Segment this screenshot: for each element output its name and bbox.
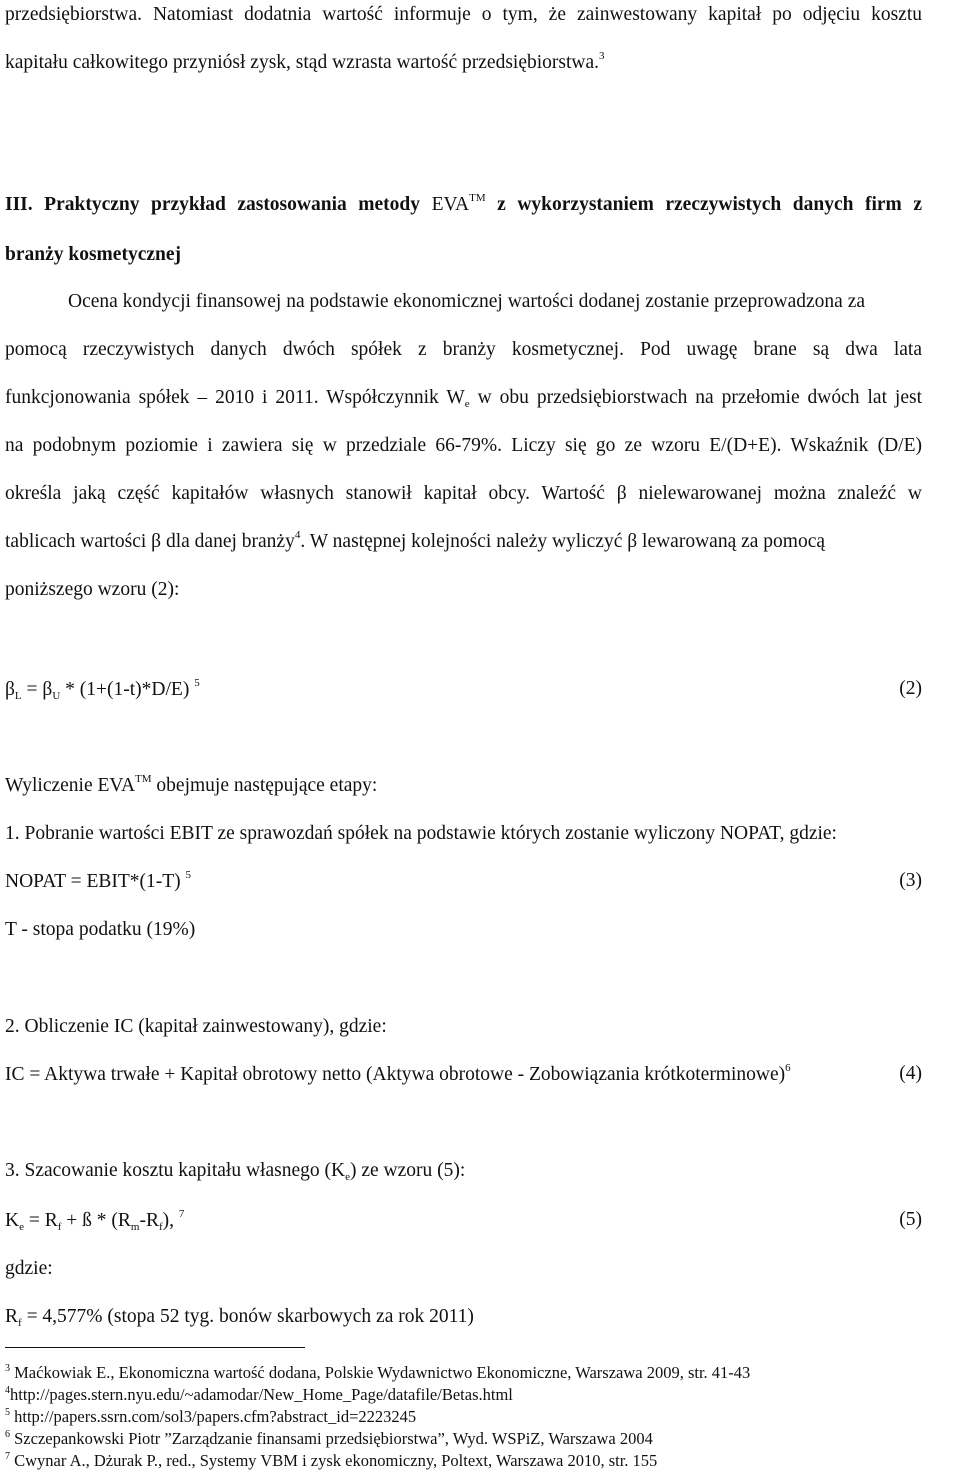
footnote-text: Maćkowiak E., Ekonomiczna wartość dodana, Polskie Wydawnictwo Ekonomiczne, Warszawa 2009, str. 41-43: [10, 1363, 751, 1382]
footnote: [5, 1451, 657, 1471]
footnote-ref: 7: [178, 1208, 185, 1220]
footnote-ref: 5: [194, 677, 200, 689]
paragraph-line: Ocena kondycji finansowej na podstawie ekonomicznej wartości dodanej zostanie przeprowadzona za: [68, 291, 866, 312]
body-text-line: [5, 51, 922, 75]
equation-2: [5, 678, 922, 702]
footnote-text: Szczepankowski Piotr ”Zarządzanie finansami przedsiębiorstwa”, Wyd. WSPiZ, Warszawa 2004: [10, 1429, 653, 1448]
footnote-ref: 3: [599, 50, 605, 62]
footnote-number: 6: [5, 1429, 10, 1440]
footnote: [5, 1429, 653, 1449]
subscript: f: [18, 1317, 22, 1329]
paragraph-line: pomocą rzeczywistych danych dwóch spółek z branży kosmetycznej. Pod uwagę brane są dwa lata: [5, 339, 922, 360]
body-text: kapitału całkowitego przyniósł zysk, stąd wzrasta wartość przedsiębiorstwa.: [5, 52, 600, 73]
footnote-separator: [5, 1347, 305, 1348]
eq-text: IC = Aktywa trwałe + Kapitał obrotowy netto (Aktywa obrotowe - Zobowiązania krótkoterminowe): [5, 1064, 786, 1085]
heading-eva: EVA: [431, 194, 470, 215]
eq-text: K: [5, 1210, 20, 1231]
paragraph-text: funkcjonowania spółek – 2010 i 2011. Współczynnik W: [5, 387, 465, 408]
equation-number: (2): [899, 678, 922, 699]
paragraph-line: na podobnym poziomie i zawiera się w przedziale 66-79%. Liczy się go ze wzoru E/(D+E). Wskaźnik (D/E): [5, 435, 922, 456]
eq-text: ),: [162, 1210, 179, 1231]
paragraph-text: tablicach wartości β dla danej branży: [5, 531, 295, 552]
tax-note: T - stopa podatku (19%): [5, 919, 196, 940]
equation-3: [5, 870, 922, 894]
eq-text: -R: [139, 1210, 159, 1231]
step-3-text: [5, 1159, 922, 1183]
paragraph-line: [5, 386, 922, 410]
subscript: U: [52, 690, 61, 702]
steps-intro: [5, 774, 922, 798]
paragraph-line: określa jaką część kapitałów własnych stanowił kapitał obcy. Wartość β nielewarowanej można znaleźć w: [5, 483, 922, 504]
step-text: ) ze wzoru (5):: [349, 1160, 466, 1181]
footnote-number: 3: [5, 1363, 10, 1374]
steps-text: obejmuje następujące etapy:: [151, 775, 378, 796]
heading-text: z wykorzystaniem rzeczywistych danych firm z: [485, 194, 922, 215]
trademark-mark: TM: [469, 192, 486, 204]
footnote-text[interactable]: http://papers.ssrn.com/sol3/papers.cfm?abstract_id=2223245: [10, 1407, 417, 1426]
subscript: e: [464, 398, 470, 410]
subscript: e: [19, 1221, 24, 1233]
heading-text: III. Praktyczny przykład zastosowania metody: [5, 194, 432, 215]
section-heading-continued: branży kosmetycznej: [5, 244, 182, 265]
eq-text: = 4,577% (stopa 52 tyg. bonów skarbowych za rok 2011): [21, 1306, 474, 1327]
section-heading: [5, 193, 922, 217]
step-1-text: 1. Pobranie wartości EBIT ze sprawozdań spółek na podstawie których zostanie wyliczony NOPAT, gdzie:: [5, 823, 837, 844]
paragraph-text: w obu przedsiębiorstwach na przełomie dwóch lat jest: [469, 387, 923, 408]
footnote: [5, 1363, 750, 1383]
paragraph-line: [5, 530, 922, 554]
footnote-text: Cwynar A., Dżurak P., red., Systemy VBM i zysk ekonomiczny, Poltext, Warszawa 2010, str. 155: [10, 1451, 658, 1470]
footnote: [5, 1385, 513, 1405]
subscript: L: [14, 690, 22, 702]
equation-5: [5, 1209, 922, 1233]
equation-number: (4): [899, 1063, 922, 1084]
subscript: f: [158, 1221, 163, 1233]
paragraph-text: . W następnej kolejności należy wyliczyć β lewarowaną za pomocą: [300, 531, 826, 552]
eq-text: R: [5, 1306, 19, 1327]
eq-text: NOPAT = EBIT*(1-T): [5, 871, 186, 892]
eq-text: * (1+(1-t)*D/E): [60, 679, 195, 700]
subscript: m: [130, 1221, 140, 1233]
equation-number: (5): [899, 1209, 922, 1230]
trademark-mark: TM: [135, 773, 152, 785]
footnote-number: 7: [5, 1451, 10, 1462]
step-2-text: 2. Obliczenie IC (kapitał zainwestowany), gdzie:: [5, 1016, 387, 1037]
footnote-ref: 4: [294, 529, 301, 541]
body-text-line: przedsiębiorstwa. Natomiast dodatnia wartość informuje o tym, że zainwestowany kapitał po odjęciu kosztu: [5, 4, 922, 25]
where-label: gdzie:: [5, 1258, 53, 1279]
subscript: f: [57, 1221, 62, 1233]
footnote: [5, 1407, 416, 1427]
equation-4: [5, 1063, 922, 1087]
rf-definition: [5, 1305, 922, 1329]
eq-text: = β: [21, 679, 53, 700]
footnote-ref: 6: [785, 1062, 791, 1074]
eq-text: = R: [23, 1210, 58, 1231]
steps-text: Wyliczenie EVA: [5, 775, 136, 796]
footnote-text[interactable]: http://pages.stern.nyu.edu/~adamodar/New_Home_Page/datafile/Betas.html: [10, 1385, 513, 1404]
footnote-number: 4: [5, 1385, 10, 1396]
footnote-ref: 5: [185, 869, 192, 881]
eq-text: + ß * (R: [61, 1210, 131, 1231]
paragraph-line: poniższego wzoru (2):: [5, 579, 180, 600]
subscript: e: [345, 1171, 350, 1183]
eq-text: β: [5, 679, 15, 700]
equation-number: (3): [899, 870, 922, 891]
step-text: 3. Szacowanie kosztu kapitału własnego (K: [5, 1160, 346, 1181]
footnote-number: 5: [5, 1407, 10, 1418]
